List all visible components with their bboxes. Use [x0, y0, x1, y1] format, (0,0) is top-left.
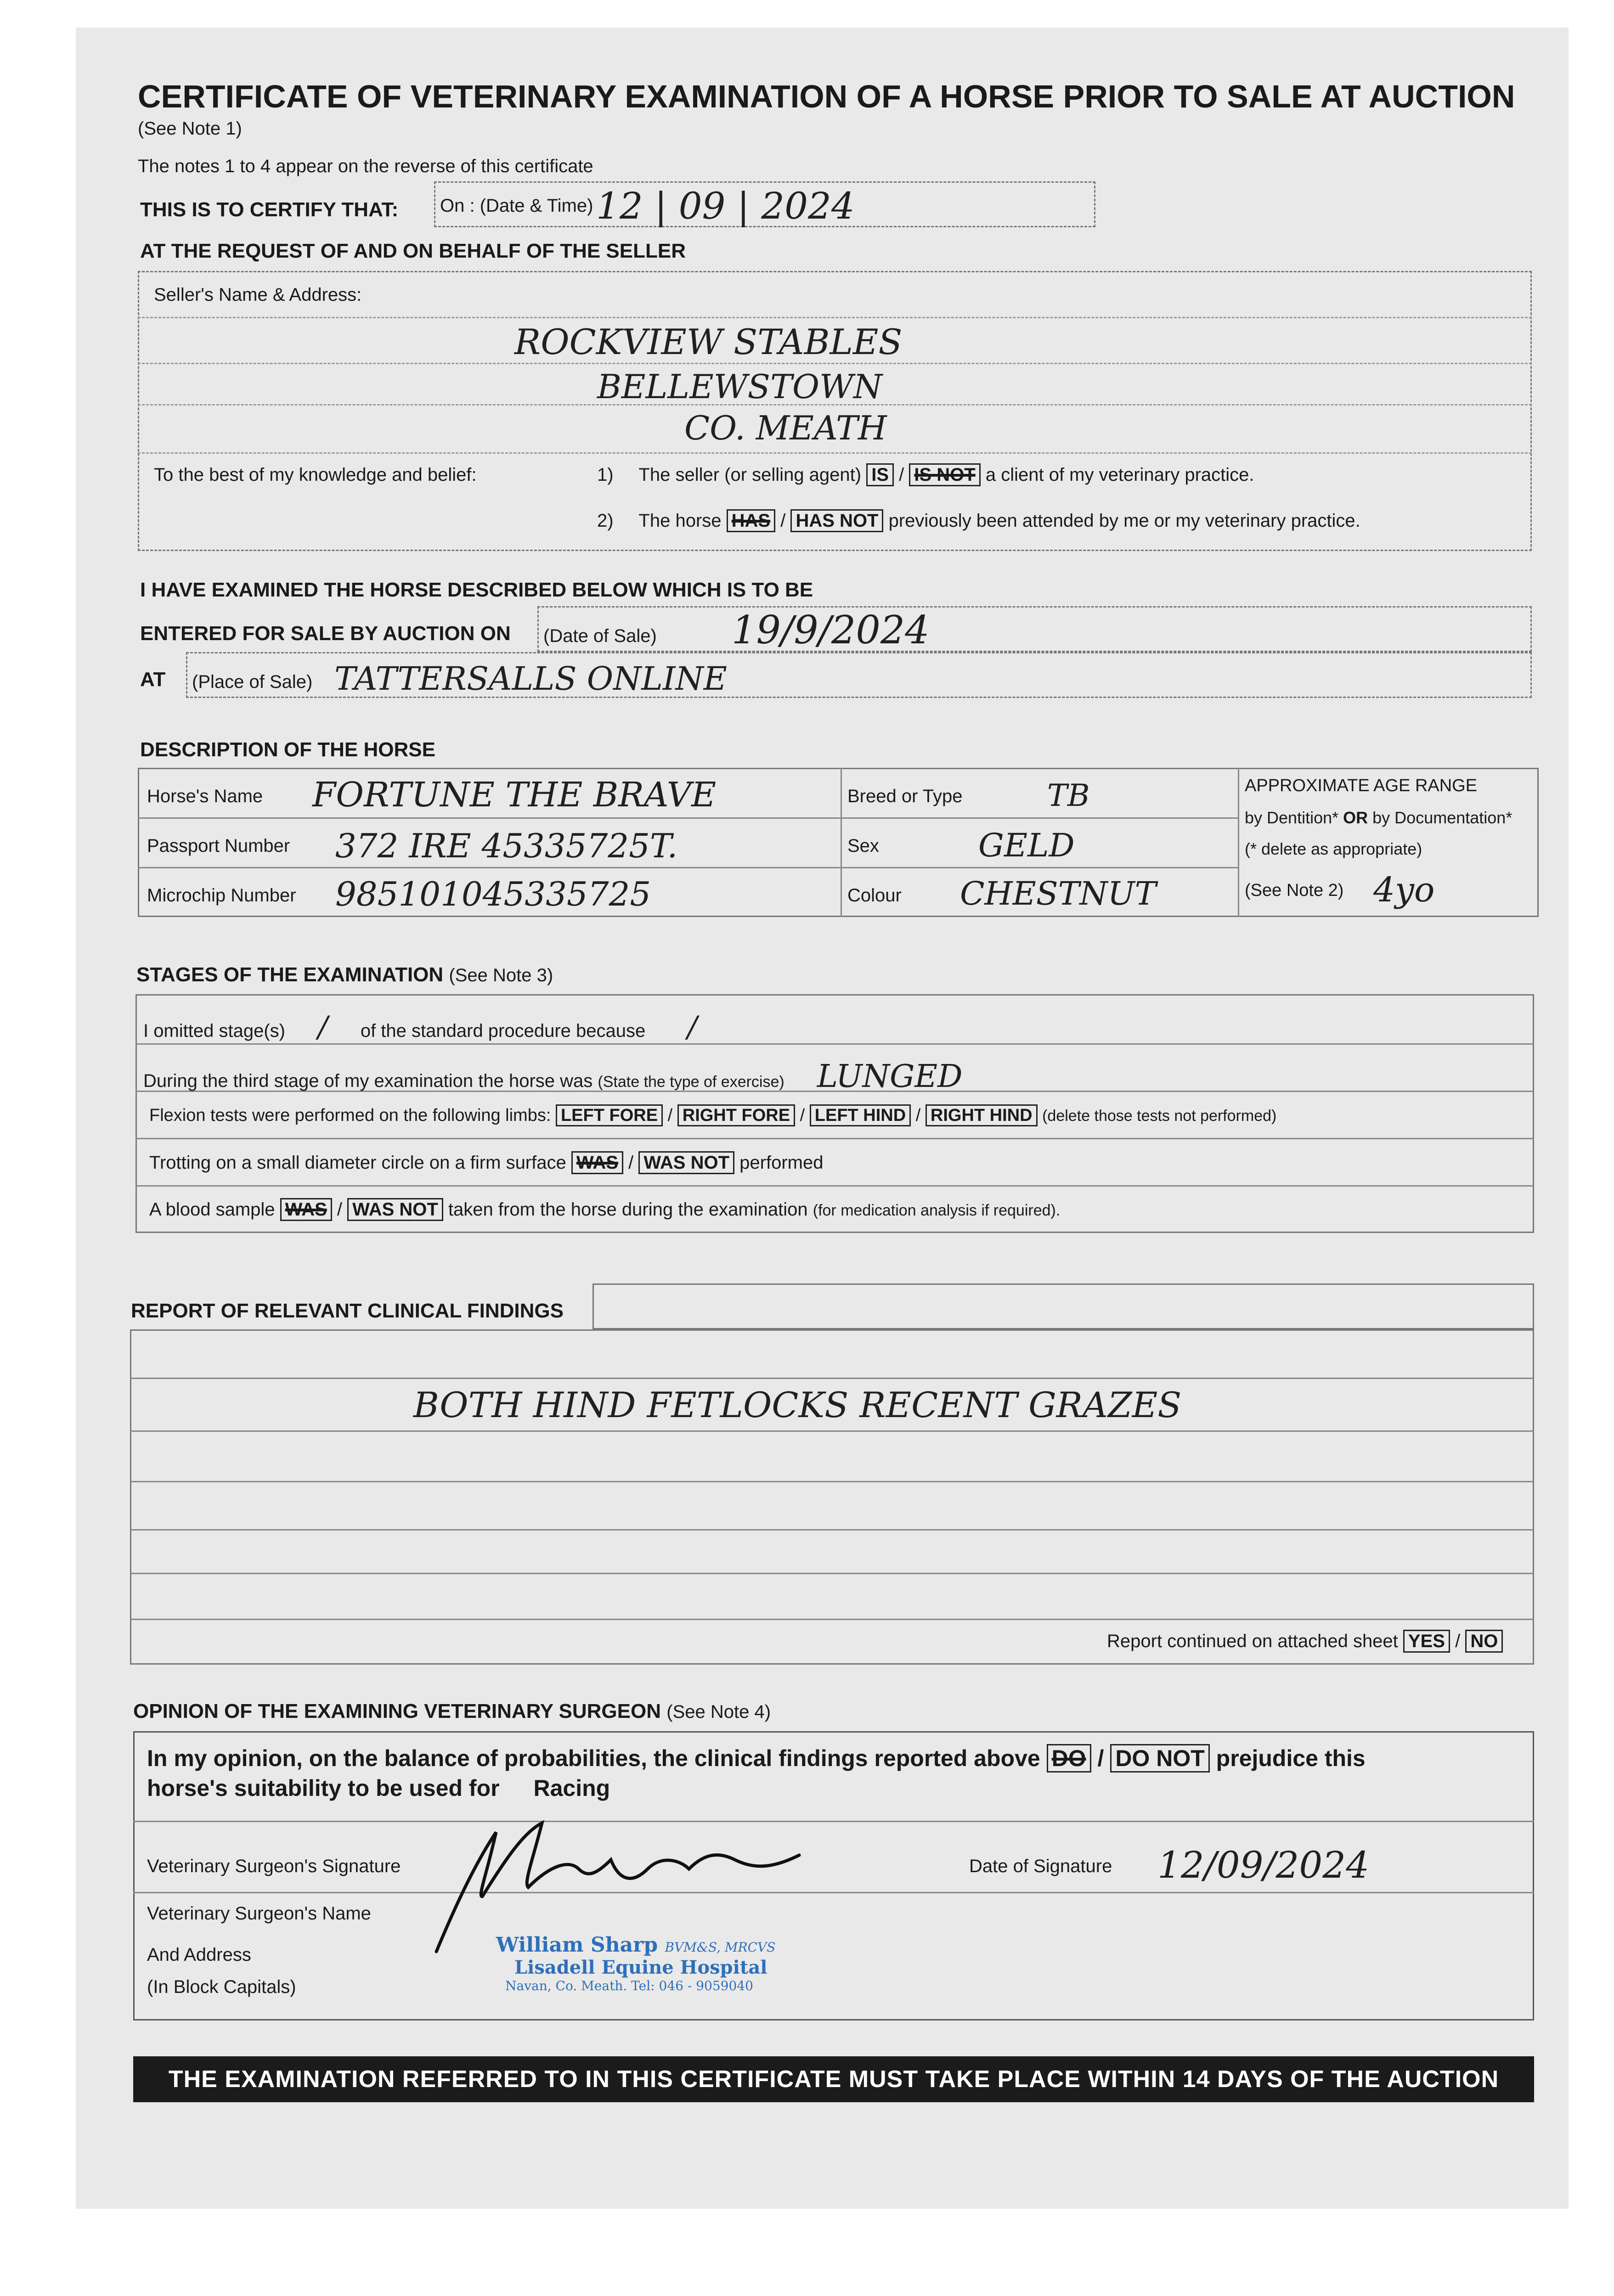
- microchip-label: Microchip Number: [147, 885, 296, 906]
- continued-yes[interactable]: YES: [1403, 1630, 1450, 1653]
- item-1-option-is-not[interactable]: IS NOT: [909, 463, 980, 486]
- seller-address-line-2: BELLEWSTOWN: [597, 367, 883, 406]
- seller-line-1: [138, 317, 1532, 318]
- certify-label: THIS IS TO CERTIFY THAT:: [140, 198, 399, 221]
- blood-option-was-not[interactable]: WAS NOT: [347, 1198, 443, 1221]
- item-1-sep: /: [899, 465, 904, 485]
- stages-line-3: [135, 1138, 1534, 1139]
- omitted-reason-value: /: [687, 1010, 697, 1044]
- stages-line-4: [135, 1185, 1534, 1187]
- third-stage-label: During the third stage of my examination the horse was: [143, 1071, 593, 1091]
- place-of-sale-value: TATTERSALLS ONLINE: [334, 660, 727, 698]
- item-1-row: [597, 465, 1254, 485]
- item-1-number: 1): [597, 465, 614, 485]
- passport-label: Passport Number: [147, 836, 290, 856]
- desc-col-line-1: [841, 768, 842, 917]
- opinion-heading: [133, 1700, 771, 1723]
- opinion-suitability-text: horse's suitability to be used for: [147, 1775, 500, 1801]
- item-2-number: 2): [597, 511, 614, 531]
- horse-name-value: FORTUNE THE BRAVE: [312, 775, 717, 815]
- knowledge-label: To the best of my knowledge and belief:: [154, 465, 477, 485]
- breed-label: Breed or Type: [847, 786, 963, 806]
- address-label-1: And Address: [147, 1945, 251, 1965]
- trotting-post: performed: [739, 1153, 824, 1173]
- item-2-option-has-not[interactable]: HAS NOT: [790, 509, 883, 532]
- item-2-sep: /: [780, 511, 786, 531]
- opinion-heading-text: OPINION OF THE EXAMINING VETERINARY SURGEON: [133, 1700, 661, 1722]
- continued-row: [1107, 1631, 1503, 1652]
- stamp-qualifications: BVM&S, MRCVS: [665, 1940, 776, 1955]
- opinion-heading-note: (See Note 4): [666, 1702, 771, 1722]
- item-1-option-is[interactable]: IS: [866, 463, 894, 486]
- findings-line-3: [130, 1481, 1534, 1482]
- item-2-option-has[interactable]: HAS: [727, 509, 775, 532]
- stamp-name: William Sharp: [496, 1933, 658, 1957]
- findings-line-6: [130, 1619, 1534, 1620]
- surgeon-name-label: Veterinary Surgeon's Name: [147, 1903, 371, 1924]
- seller-section-heading: AT THE REQUEST OF AND ON BEHALF OF THE SELLER: [140, 240, 686, 262]
- date-of-sale-value: 19/9/2024: [732, 608, 930, 653]
- age-or: OR: [1343, 808, 1368, 827]
- desc-row-line-1: [138, 817, 1238, 819]
- at-label: AT: [140, 668, 166, 691]
- trotting-label: Trotting on a small diameter circle on a firm surface: [149, 1153, 566, 1173]
- footer-banner: THE EXAMINATION REFERRED TO IN THIS CERTIFICATE MUST TAKE PLACE WITHIN 14 DAYS OF THE AUCTION: [133, 2056, 1534, 2102]
- opinion-option-do[interactable]: DO: [1047, 1744, 1091, 1773]
- opinion-text-post: prejudice this: [1216, 1745, 1366, 1771]
- passport-value: 372 IRE 45335725T.: [335, 827, 678, 865]
- findings-area[interactable]: [130, 1329, 1534, 1665]
- blood-sep: /: [337, 1199, 343, 1220]
- place-of-sale-field[interactable]: [186, 652, 1532, 698]
- findings-line-4: [130, 1529, 1534, 1531]
- flexion-left-fore[interactable]: LEFT FORE: [556, 1104, 663, 1126]
- findings-line-1: [130, 1378, 1534, 1379]
- stages-heading-note: (See Note 3): [449, 965, 553, 985]
- trotting-option-was[interactable]: WAS: [571, 1151, 623, 1174]
- notes-text: The notes 1 to 4 appear on the reverse of this certificate: [138, 156, 593, 176]
- flexion-sep-3: /: [915, 1106, 921, 1125]
- stages-heading-text: STAGES OF THE EXAMINATION: [136, 963, 444, 986]
- flexion-row: [149, 1106, 1276, 1125]
- desc-row-line-2: [138, 867, 1238, 868]
- third-stage-hint: (State the type of exercise): [598, 1073, 784, 1091]
- stages-heading: [136, 963, 553, 986]
- age-by-dentition: by Dentition*: [1245, 808, 1339, 827]
- certificate-title: CERTIFICATE OF VETERINARY EXAMINATION OF A HORSE PRIOR TO SALE AT AUCTION: [138, 79, 1515, 114]
- third-stage-value: LUNGED: [817, 1058, 963, 1095]
- trotting-row: [149, 1153, 823, 1173]
- age-heading: APPROXIMATE AGE RANGE: [1245, 776, 1478, 795]
- stamp-practice: Lisadell Equine Hospital: [514, 1957, 767, 1978]
- findings-heading: REPORT OF RELEVANT CLINICAL FINDINGS: [131, 1300, 564, 1322]
- age-delete-note: (* delete as appropriate): [1245, 839, 1422, 858]
- colour-label: Colour: [847, 885, 902, 906]
- date-of-signature-value: 12/09/2024: [1157, 1844, 1370, 1886]
- blood-note: (for medication analysis if required).: [813, 1202, 1061, 1219]
- flexion-right-hind[interactable]: RIGHT HIND: [926, 1104, 1038, 1126]
- item-2-post: previously been attended by me or my veterinary practice.: [888, 511, 1360, 531]
- blood-option-was[interactable]: WAS: [280, 1198, 332, 1221]
- desc-col-line-2: [1238, 768, 1239, 917]
- seller-line-2: [138, 363, 1532, 364]
- opinion-text-row: [147, 1745, 1366, 1772]
- opinion-use-value: Racing: [533, 1775, 610, 1801]
- breed-value: TB: [1047, 778, 1090, 813]
- sex-value: GELD: [978, 827, 1075, 864]
- findings-line-2: [130, 1430, 1534, 1432]
- omitted-stages-value: /: [318, 1010, 328, 1044]
- item-2-pre: The horse: [638, 511, 722, 531]
- seller-name-label: Seller's Name & Address:: [154, 285, 362, 305]
- opinion-option-do-not[interactable]: DO NOT: [1110, 1744, 1209, 1773]
- colour-value: CHESTNUT: [960, 875, 1157, 912]
- continued-no[interactable]: NO: [1465, 1630, 1503, 1653]
- practice-stamp: [496, 1933, 775, 1993]
- opinion-text-pre: In my opinion, on the balance of probabilities, the clinical findings reported above: [147, 1745, 1040, 1771]
- trotting-sep: /: [628, 1153, 634, 1173]
- flexion-left-hind[interactable]: LEFT HIND: [810, 1104, 911, 1126]
- place-of-sale-label: (Place of Sale): [192, 672, 313, 692]
- trotting-option-was-not[interactable]: WAS NOT: [638, 1151, 734, 1174]
- sale-heading-line-2: ENTERED FOR SALE BY AUCTION ON: [140, 622, 511, 645]
- opinion-line-2-text: [147, 1775, 610, 1801]
- omitted-pre: I omitted stage(s): [143, 1021, 286, 1041]
- age-value: 4yo: [1373, 870, 1435, 910]
- continued-sep: /: [1455, 1631, 1461, 1651]
- address-label-2: (In Block Capitals): [147, 1977, 296, 1997]
- age-see-note: (See Note 2): [1245, 881, 1344, 900]
- date-of-sale-label: (Date of Sale): [543, 626, 657, 646]
- signature-label: Veterinary Surgeon's Signature: [147, 1856, 401, 1876]
- stamp-address: Navan, Co. Meath. Tel: 046 - 9059040: [505, 1978, 753, 1993]
- blood-row: [149, 1199, 1060, 1220]
- omitted-row: [143, 1010, 734, 1044]
- blood-label: A blood sample: [149, 1199, 275, 1220]
- blood-post: taken from the horse during the examination: [448, 1199, 808, 1220]
- age-by-row: [1245, 808, 1512, 827]
- date-of-signature-label: Date of Signature: [969, 1856, 1112, 1876]
- sex-label: Sex: [847, 836, 879, 856]
- flexion-sep-2: /: [800, 1106, 805, 1125]
- opinion-sep: /: [1097, 1745, 1104, 1771]
- seller-address-line-1: ROCKVIEW STABLES: [514, 321, 903, 362]
- microchip-value: 985101045335725: [335, 875, 651, 913]
- flexion-right-fore[interactable]: RIGHT FORE: [677, 1104, 795, 1126]
- date-time-field[interactable]: [434, 181, 1095, 227]
- continued-label: Report continued on attached sheet: [1107, 1631, 1398, 1651]
- age-by-documentation: by Documentation*: [1372, 808, 1512, 827]
- seller-line-4: [138, 452, 1532, 454]
- flexion-note: (delete those tests not performed): [1042, 1107, 1277, 1125]
- findings-heading-box: [593, 1283, 1534, 1329]
- findings-text: BOTH HIND FETLOCKS RECENT GRAZES: [413, 1384, 1182, 1425]
- seller-address-line-3: CO. MEATH: [684, 409, 887, 447]
- date-time-value: 12 | 09 | 2024: [596, 185, 855, 227]
- item-2-row: [597, 511, 1360, 531]
- item-1-post: a client of my veterinary practice.: [985, 465, 1254, 485]
- sale-heading-line-1: I HAVE EXAMINED THE HORSE DESCRIBED BELOW WHICH IS TO BE: [140, 579, 813, 601]
- findings-line-5: [130, 1573, 1534, 1574]
- date-of-sale-field[interactable]: [537, 606, 1532, 652]
- horse-name-label: Horse's Name: [147, 786, 263, 806]
- omitted-post: of the standard procedure because: [360, 1021, 646, 1041]
- flexion-sep-1: /: [667, 1106, 673, 1125]
- third-stage-row: [143, 1058, 963, 1095]
- flexion-label: Flexion tests were performed on the following limbs:: [149, 1106, 551, 1125]
- item-1-pre: The seller (or selling agent): [638, 465, 862, 485]
- description-heading: DESCRIPTION OF THE HORSE: [140, 738, 435, 761]
- see-note-1: (See Note 1): [138, 118, 242, 139]
- date-time-label: On : (Date & Time): [440, 196, 593, 216]
